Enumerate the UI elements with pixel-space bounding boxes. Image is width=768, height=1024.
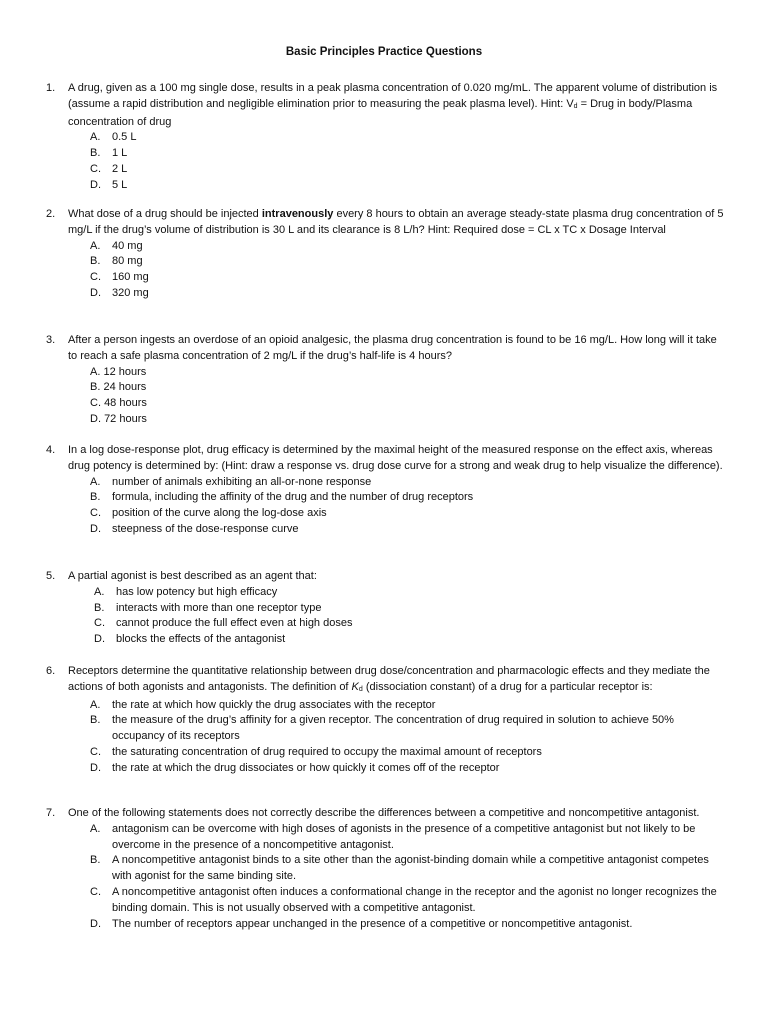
answer-option: B. interacts with more than one receptor type — [94, 601, 322, 614]
answer-option: B. 24 hours — [90, 381, 147, 394]
answer-option: D. steepness of the dose-response curve — [90, 522, 299, 535]
answer-options — [46, 130, 726, 193]
answer-option: A. 12 hours — [90, 365, 147, 378]
question-3 — [46, 333, 726, 428]
answer-option: C. 160 mg — [90, 271, 149, 284]
answer-option: C. A noncompetitive antagonist often induces a conformational change in the receptor and the agonist no longer recognizes the binding domain. This is not usually observed with a competitive antagonist. — [90, 885, 717, 914]
answer-options — [46, 365, 726, 428]
question-5 — [46, 569, 726, 648]
answer-options — [46, 822, 726, 933]
answer-option: A. 40 mg — [90, 239, 143, 252]
question-number: 4. — [46, 444, 56, 456]
question-4 — [46, 443, 726, 538]
answer-option: D. blocks the effects of the antagonist — [94, 633, 286, 646]
question-number: 2. — [46, 208, 56, 220]
answer-option: D. The number of receptors appear unchanged in the presence of a competitive or noncompetitive antagonist. — [90, 917, 633, 930]
answer-options — [46, 475, 726, 538]
question-stem: A partial agonist is best described as an agent that: — [68, 570, 317, 582]
answer-option: B. formula, including the affinity of the drug and the number of drug receptors — [90, 491, 474, 504]
question-6 — [46, 664, 726, 777]
answer-option: D. 320 mg — [90, 286, 149, 299]
page-title: Basic Principles Practice Questions — [285, 46, 483, 58]
answer-option: D. 72 hours — [90, 412, 147, 425]
question-1 — [46, 81, 726, 194]
answer-option: C. the saturating concentration of drug required to occupy the maximal amount of receptors — [90, 745, 542, 758]
answer-option: B. A noncompetitive antagonist binds to a site other than the agonist-binding domain while a competitive antagonist competes with agonist for the same binding site. — [90, 854, 709, 883]
answer-option: C. cannot produce the full effect even at high doses — [94, 617, 353, 630]
question-number: 6. — [46, 665, 56, 677]
question-stem: What dose of a drug should be injected intravenously every 8 hours to obtain an average steady-state plasma drug concentration of 5 mg/L if the drug’s volume of distribution is 30 L and its clearance is 8 L/h? Hint: Required dose = CL x TC x Dosage Interval — [68, 208, 724, 236]
answer-option: A. number of animals exhibiting an all-or-none response — [90, 475, 372, 488]
question-stem: After a person ingests an overdose of an opioid analgesic, the plasma drug concentration is found to be 16 mg/L. How long will it take to reach a safe plasma concentration of 2 mg/L if the drug’s half-life is 4 hours? — [68, 334, 717, 362]
question-number: 5. — [46, 570, 56, 582]
answer-option: D. 5 L — [90, 178, 128, 191]
answer-option: C. 48 hours — [90, 397, 147, 410]
question-number: 7. — [46, 807, 56, 819]
answer-option: A. antagonism can be overcome with high doses of agonists in the presence of a competitive antagonist but not likely to be overcome in the presence of a noncompetitive antagonist. — [90, 822, 696, 851]
question-stem: In a log dose-response plot, drug efficacy is determined by the maximal height of the measured response on the effect axis, whereas drug potency is determined by: (Hint: draw a response vs. drug dose curve for a strong and weak drug to help visualize the difference). — [68, 444, 723, 472]
question-2 — [46, 207, 726, 302]
answer-option: C. 2 L — [90, 162, 128, 175]
answer-option: D. the rate at which the drug dissociates or how quickly it comes off of the receptor — [90, 761, 500, 774]
answer-option: A. the rate at which how quickly the drug associates with the receptor — [90, 698, 436, 711]
answer-option: A. 0.5 L — [90, 131, 137, 144]
question-number: 3. — [46, 334, 56, 346]
answer-option: B. 1 L — [90, 147, 128, 160]
answer-option: B. the measure of the drug’s affinity for a given receptor. The concentration of drug required in solution to achieve 50% occupancy of its receptors — [90, 714, 674, 743]
question-stem: Receptors determine the quantitative relationship between drug dose/concentration and pharmacologic effects and they mediate the actions of both agonists and antagonists. The definition of $K_d$ (dissociation constant) of a drug for a particular receptor is: — [68, 665, 710, 693]
question-number: 1. — [46, 82, 56, 94]
answer-option: B. 80 mg — [90, 255, 143, 268]
question-7 — [46, 806, 726, 932]
answer-options — [46, 239, 726, 302]
answer-option: C. position of the curve along the log-dose axis — [90, 507, 327, 520]
answer-option: A. has low potency but high efficacy — [94, 585, 278, 598]
answer-options — [46, 698, 726, 777]
answer-options — [46, 585, 726, 648]
question-stem: One of the following statements does not correctly describe the differences between a competitive and noncompetitive antagonist. — [68, 807, 700, 819]
question-stem: A drug, given as a 100 mg single dose, results in a peak plasma concentration of 0.020 mg/mL. The apparent volume of distribution is (assume a rapid distribution and negligible elimination prior to measuring the peak plasma level). Hint: $V_d$ = Drug in body/Plasma concentration of drug — [68, 82, 718, 128]
